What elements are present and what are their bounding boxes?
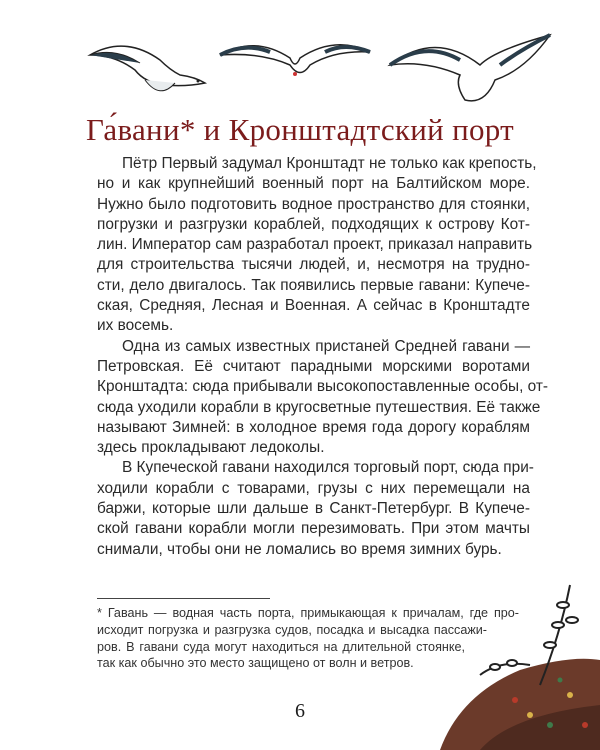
text-line: ходили корабли с товарами, грузы с них перемещали на <box>97 479 530 497</box>
text-line: Кронштадта: сюда прибывали высокопоставленные особы, от- <box>97 378 549 396</box>
hill-plants-illustration <box>420 575 600 750</box>
text-line: снимали, чтобы они не ломались во время зимних бурь. <box>97 540 502 558</box>
paragraph <box>97 154 537 337</box>
text-line: Нужно было подготовить водное пространство для стоянки, <box>97 195 530 213</box>
footnote-line: так как обычно это место защищено от волн и ветров. <box>97 656 414 671</box>
text-line: здесь прокладывают ледоколы. <box>97 439 325 457</box>
footnote-line: * Гавань — водная часть порта, примыкающая к причалам, где про- <box>97 606 519 620</box>
text-line: Петровская. Её считают парадными морскими воротами <box>97 357 530 375</box>
text-line: сюда уходили корабли в кругосветные путешествия. Её также <box>97 398 541 416</box>
footnote-divider <box>97 598 270 599</box>
text-line: погрузки и разгрузки кораблей, подходящих к острову Кот- <box>97 215 530 233</box>
text-line: В Купеческой гавани находился торговый порт, сюда при- <box>122 459 534 477</box>
text-line: Пётр Первый задумал Кронштадт не только как крепость, <box>122 155 537 172</box>
seagull-illustration-center <box>215 30 375 85</box>
text-line: ская, Средняя, Лесная и Военная. А сейчас в Кронштадте <box>97 297 530 315</box>
text-line: Одна из самых известных пристаней Средней гавани — <box>122 337 530 355</box>
paragraph <box>97 337 549 459</box>
footnote-line: исходит погрузка и разгрузка судов, посадка и высадка пассажи- <box>97 622 487 637</box>
seagull-illustration-left <box>85 25 215 100</box>
text-line: баржи, которые шли дальше в Санкт-Петербург. В Купече- <box>97 500 530 518</box>
page-number: 6 <box>295 700 305 722</box>
text-line: их восемь. <box>97 317 174 335</box>
page-title: Га́вани* и Кронштадтский порт <box>85 112 515 147</box>
text-line: лин. Император сам разработал проект, приказал направить <box>97 236 533 254</box>
text-line: сти, дело двигалось. Так появились первые гавани: Купече- <box>97 276 530 294</box>
footnote-line: ров. В гавани суда могут находиться на длительной стоянке, <box>97 639 465 654</box>
body-text <box>97 154 549 560</box>
text-line: называют Зимней: в холодное время года дорогу кораблям <box>97 418 530 436</box>
text-line: ской гавани корабли могли перезимовать. При этом мачты <box>97 520 530 538</box>
paragraph <box>97 458 534 559</box>
seagull-illustration-right <box>385 25 555 115</box>
text-line: но и как крупнейший военный порт на Балтийском море. <box>97 175 530 193</box>
text-line: для строительства тысячи людей, и, несмотря на трудно- <box>97 256 530 274</box>
